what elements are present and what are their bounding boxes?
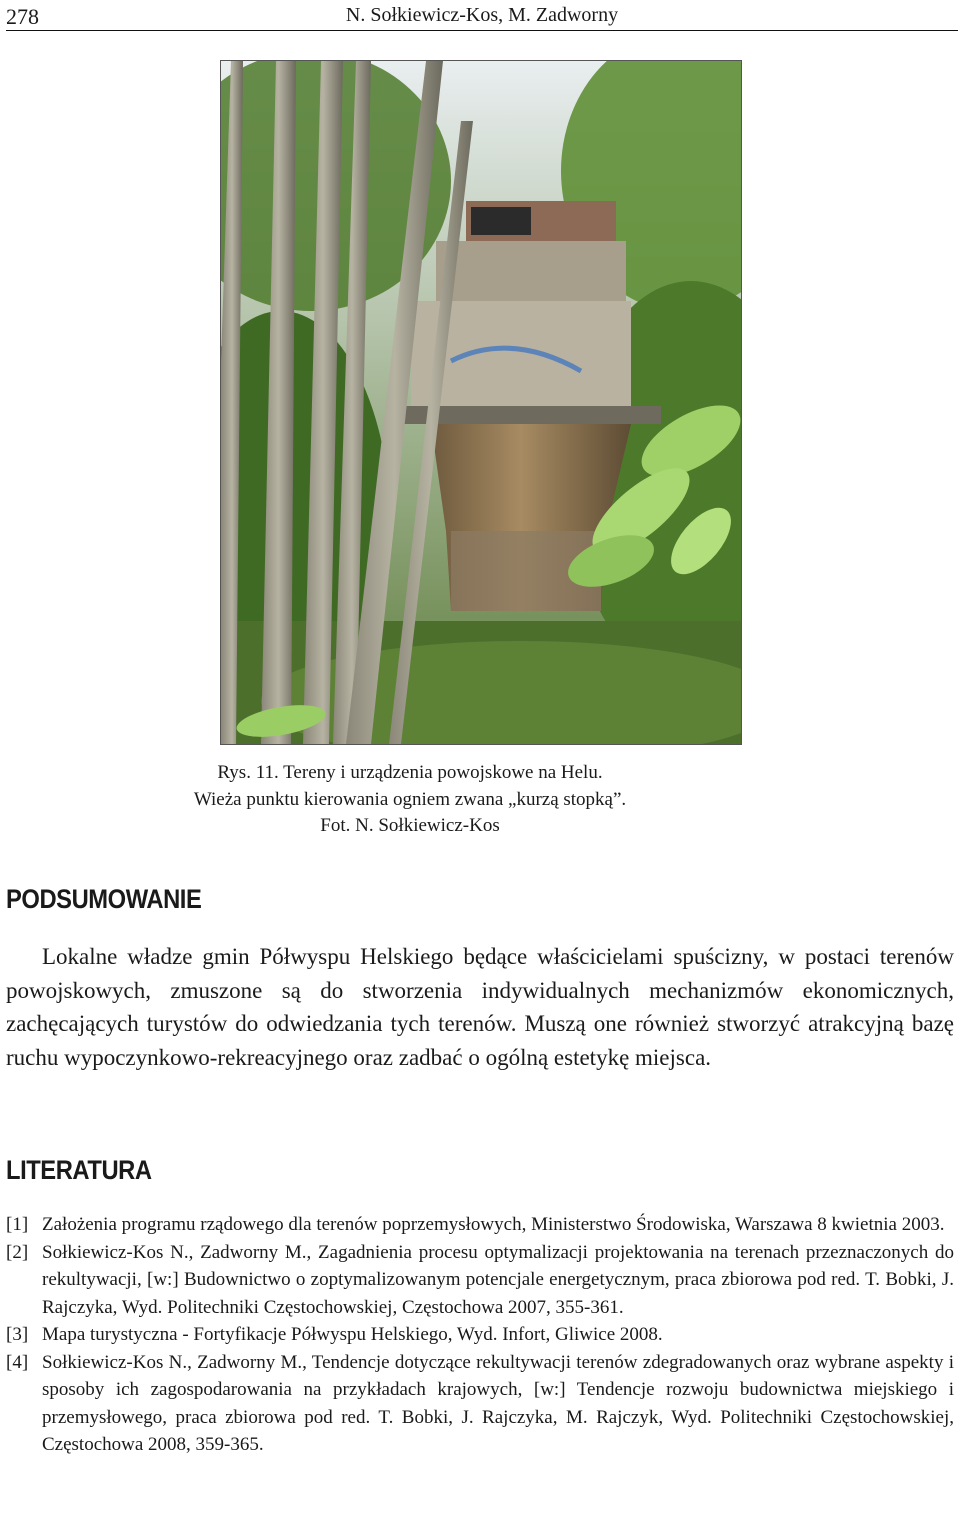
reference-number: [3] xyxy=(6,1324,29,1345)
reference-number: [2] xyxy=(6,1241,29,1263)
summary-heading: PODSUMOWANIE xyxy=(6,884,202,914)
reference-text: Sołkiewicz-Kos N., Zadworny M., Tendencje dotyczące rekultywacji terenów zdegradowanych oraz wybrane aspekty i sposoby ich zagospodarowania na przykładach krajowych, [w:] Tendencje rozwoju budownictwa miejskiego i przemysłowego, praca zbiorowa pod red. T. Bobki, J. Rajczyka, M. Rajczyk, Wyd. Politechniki Częstochowskiej, Częstochowa 2008, 359-365. xyxy=(42,1351,954,1455)
reference-item xyxy=(6,1349,954,1459)
page-number: 278 xyxy=(6,4,39,29)
reference-text: Sołkiewicz-Kos N., Zadworny M., Zagadnienia procesu optymalizacji projektowania na terenach przeznaczonych do rekultywacji, [w:] Budownictwo o zoptymalizowanym potencjale energetycznym, praca zbiorowa pod red. T. Bobki, J. Rajczyka, Wyd. Politechniki Częstochowskiej, Częstochowa 2007, 355-361. xyxy=(42,1241,954,1318)
reference-number: [1] xyxy=(6,1214,29,1235)
reference-text: Mapa turystyczna - Fortyfikacje Półwyspu Helskiego, Wyd. Infort, Gliwice 2008. xyxy=(42,1324,663,1345)
reference-item xyxy=(6,1239,954,1322)
tower-in-forest-illustration xyxy=(221,61,741,744)
reference-number: [4] xyxy=(6,1351,29,1373)
reference-item xyxy=(6,1211,954,1239)
figure-photo xyxy=(220,60,742,745)
reference-list xyxy=(6,1211,954,1459)
running-head: N. Sołkiewicz-Kos, M. Zadworny xyxy=(345,4,619,26)
figure-caption xyxy=(0,760,820,840)
page-header xyxy=(6,0,958,31)
reference-text: Założenia programu rządowego dla terenów poprzemysłowych, Ministerstwo Środowiska, Warszawa 8 kwietnia 2003. xyxy=(42,1214,945,1235)
literature-heading: LITERATURA xyxy=(6,1155,152,1185)
reference-item xyxy=(6,1321,954,1349)
caption-line: Rys. 11. Tereny i urządzenia powojskowe na Helu. xyxy=(217,762,603,783)
caption-line: Wieża punktu kierowania ogniem zwana „kurzą stopką”. xyxy=(193,788,627,810)
caption-line: Fot. N. Sołkiewicz-Kos xyxy=(320,815,500,836)
summary-paragraph: Lokalne władze gmin Półwyspu Helskiego będące właścicielami spuścizny, w postaci terenów powojskowych, zmuszone są do stworzenia indywidualnych mechanizmów ekonomicznych, zachęcających turystów do odwiedzania tych terenów. Muszą one również stworzyć atrakcyjną bazę ruchu wypoczynkowo-rekreacyjnego oraz zadbać o ogólną estetykę miejsca. xyxy=(6,944,954,1070)
